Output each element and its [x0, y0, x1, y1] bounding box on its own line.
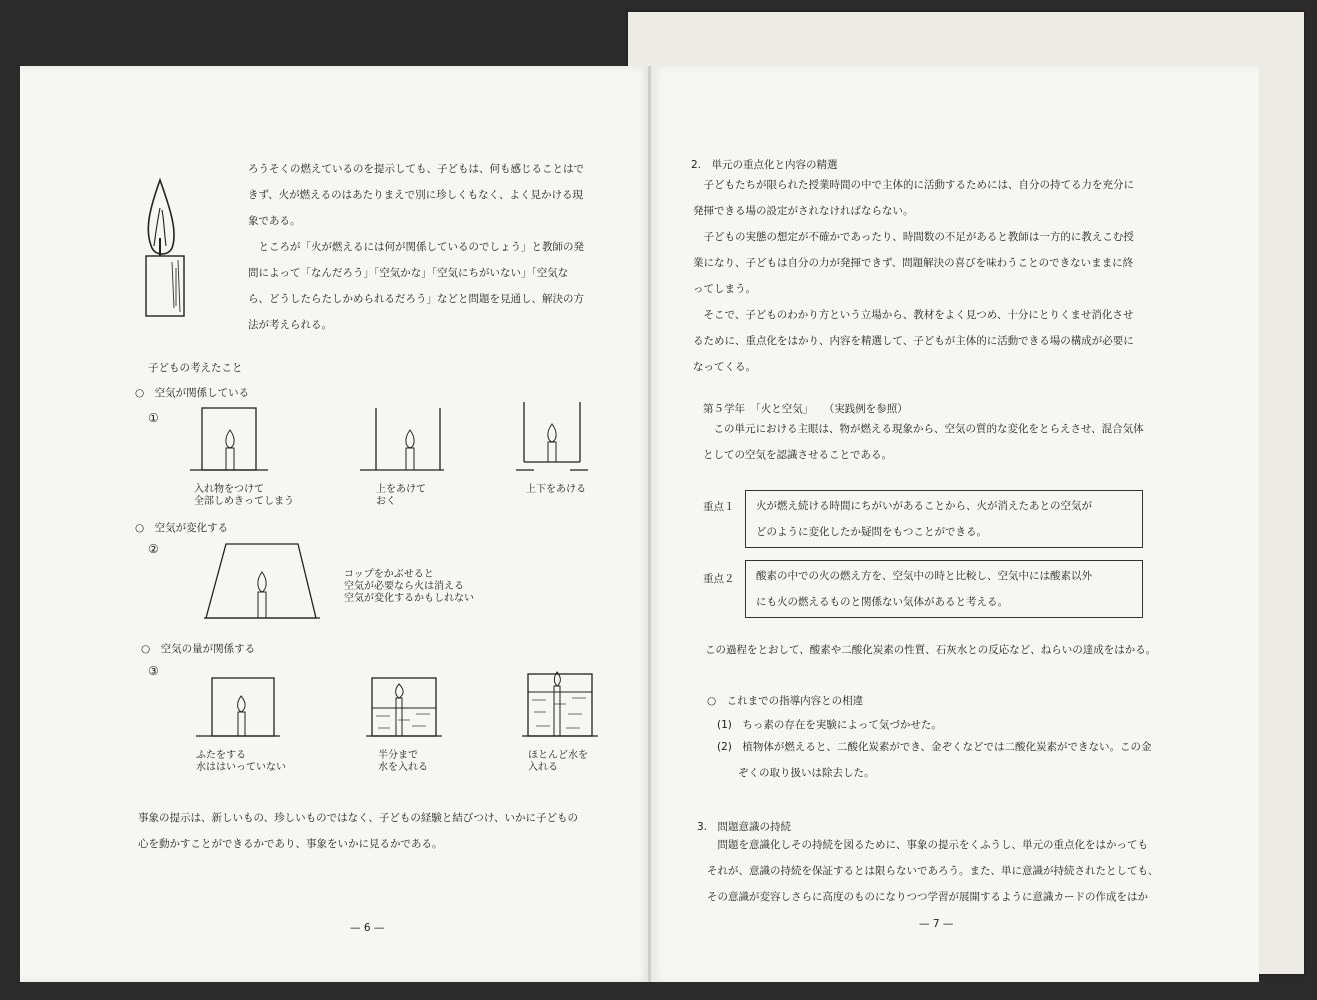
page-number-left: — 6 — — [350, 922, 385, 934]
section-title: 子どもの考えたこと — [148, 362, 243, 374]
point2-label: 重点２ — [703, 573, 735, 585]
group2-caption: コップをかぶせると 空気が必要なら火は消える 空気が変化するかもしれない — [344, 569, 474, 604]
point1-box: 火が燃え続ける時間にちがいがあることから、火が消えたあとの空気が どのように変化したか疑問をもつことができる。 — [745, 490, 1143, 548]
group1-caption-1: 入れ物をつけて 全部しめきってしまう — [194, 484, 294, 507]
point1-label: 重点１ — [703, 501, 735, 513]
heading-2: 2. 単元の重点化と内容の精選 — [691, 159, 838, 171]
unit-text: この単元における主眼は、物が燃える現象から、空気の質的な変化をとらえさせ、混合気体 としての空気を認識させることである。 — [703, 423, 1144, 461]
group1-number: ① — [148, 411, 159, 425]
group1-caption-2: 上をあけて おく — [376, 484, 426, 507]
group3-caption-1: ふたをする 水ははいっていない — [196, 750, 286, 773]
closed-container-diagram — [190, 408, 270, 472]
closing-paragraph: 事象の提示は、新しいもの、珍しいものではなく、子どもの経験と結びつけ、いかに子どもの 心を動かすことができるかであり、事象をいかに見るかである。 — [138, 812, 578, 850]
half-water-diagram — [366, 674, 442, 738]
group3-label: ○ 空気の量が関係する — [141, 643, 256, 655]
intro-paragraph: ろうそくの燃えているのを提示しても、子どもは、何も感じることはで きず、火が燃えるのはあたりまえで別に珍しくもなく、よく見かける現 象である。 ところが「火が燃えるには何が関係しているのでしょう」と教師の発 問によって「なんだろう」「空気かな」「空気にちがいない」「空気な ら、どうしたらたしかめられるだろう」などと問題を見通し、解決の方 法が考えられる。 — [248, 163, 584, 331]
candle-flame-illustration — [142, 178, 192, 318]
point2-box: 酸素の中での火の燃え方を、空気中の時と比較し、空気中には酸素以外 にも火の燃えるものと関係ない気体があると考える。 — [745, 560, 1143, 618]
group2-number: ② — [148, 542, 159, 556]
page-number-right: — 7 — — [919, 918, 954, 930]
difference-1: (1) ちっ素の存在を実験によって気づかせた。 — [717, 719, 942, 731]
difference-2: (2) 植物体が燃えると、二酸化炭素ができ、金ぞくなどでは二酸化炭素ができない。この金 ぞくの取り扱いは除去した。 — [717, 741, 1152, 779]
heading-3: 3. 問題意識の持続 — [697, 821, 792, 833]
right-page — [651, 66, 1259, 982]
paragraph-1: 子どもたちが限られた授業時間の中で主体的に活動するためには、自分の持てる力を充分に 発揮できる場の設定がされなければならない。 子どもの実態の想定が不確かであったり、時間数の不足があると教師は一方的に教えこむ授 業になり、子どもは自分の力が発揮できず、問題解決の喜びを味わうことのできないままに終 ってしまう。 そこで、子どものわかり方という立場から、教材をよく見つめ、十分にとりくませ消化させ るために、重点化をはかり、内容を精選して、子どもが主体的に活動できる場の構成が必要に なってくる。 — [693, 179, 1134, 373]
glass-cover-diagram — [204, 542, 320, 620]
group1-label: ○ 空気が関係している — [135, 387, 250, 399]
group1-caption-3: 上下をあける — [526, 484, 586, 495]
group2-label: ○ 空気が変化する — [135, 522, 229, 534]
left-page — [20, 66, 650, 982]
differences-title: ○ これまでの指導内容との相違 — [707, 695, 864, 707]
unit-title: 第５学年 「火と空気」 （実践例を参照） — [703, 403, 908, 415]
group3-caption-2: 半分まで 水を入れる — [378, 750, 428, 773]
group3-number: ③ — [148, 664, 159, 678]
open-top-bottom-container-diagram — [514, 402, 590, 472]
nearly-full-water-diagram — [522, 670, 598, 738]
paragraph-3: 問題を意識化しその持続を図るために、事象の提示をくふうし、単元の重点化をはかっても それが、意識の持続を保証するとは限らないであろう。また、単に意識が持続されたとしても、 その意識が変容しさらに高度のものになりつつ学習が展開するように意識カードの作成をはか — [707, 839, 1159, 903]
group3-caption-3: ほとんど水を 入れる — [528, 750, 588, 773]
open-top-container-diagram — [360, 408, 444, 472]
lid-no-water-diagram — [196, 674, 280, 738]
summary-line: この過程をとおして、酸素や二酸化炭素の性質、石灰水との反応など、ねらいの達成をはかる。 — [705, 644, 1157, 656]
